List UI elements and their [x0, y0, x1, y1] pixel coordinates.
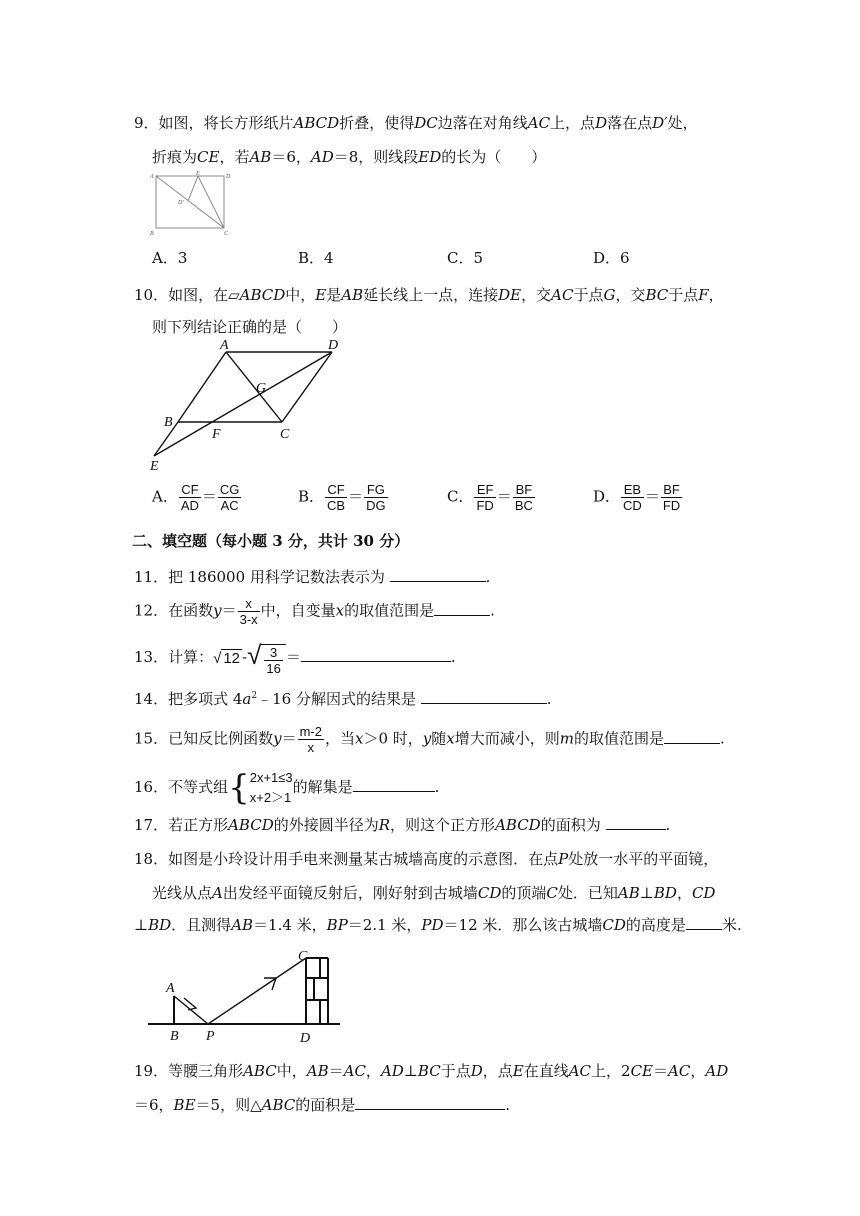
q13: 13．计算：√ 12 -√ $\frac{3}{16}$ ＝ .: [134, 640, 456, 676]
q18-label-a: A: [166, 981, 175, 996]
q18-figure: [144, 944, 344, 1044]
q9-label-a: A: [150, 174, 154, 180]
q10-label-c: C: [280, 427, 290, 442]
q10-option-a[interactable]: A． $\frac{CF}{AD}$ ＝ $\frac{CG}{AC}$: [152, 482, 240, 513]
q10-label-g: G: [256, 381, 267, 396]
q12-answer-blank[interactable]: [434, 614, 490, 616]
q10-label-f: F: [212, 427, 221, 442]
q9-option-b[interactable]: B．4: [298, 249, 334, 267]
sqrt-12: √ 12: [213, 649, 241, 667]
q11-answer-blank[interactable]: [390, 580, 486, 582]
q15: 15．已知反比例函数y＝ $\frac{m-2}{x}$ ，当x＞0 时，y随x增大而减小，则m的取值范围是 .: [134, 724, 725, 755]
q10-label-b: B: [164, 415, 173, 430]
q14-answer-blank[interactable]: [421, 702, 547, 704]
q13-answer-blank[interactable]: [301, 660, 451, 662]
q14: 14．把多项式 $4a^2﹣16$ 分解因式的结果是 .: [134, 690, 552, 708]
q18-line3: ⊥BD．且测得AB＝1.4 米，BP＝2.1 米，PD＝12 米．那么该古城墙CD的高度是 米.: [134, 916, 742, 934]
q11: 11．把 186000 用科学记数法表示为 .: [134, 568, 491, 586]
q9-figure: [148, 170, 238, 238]
q9-label-d: D: [226, 174, 231, 180]
q10-figure: [146, 340, 346, 472]
q9-label-e: E: [196, 171, 200, 177]
q10-label-a: A: [220, 340, 229, 353]
q9-line1: 9．如图，将长方形纸片ABCD折叠，使得DC边落在对角线AC上，点D落在点D′处，: [134, 114, 698, 132]
sqrt-fraction: √ $\frac{3}{16}$: [247, 640, 286, 676]
q18-answer-blank[interactable]: [686, 928, 722, 930]
q10-label-d: D: [328, 340, 339, 353]
q15-answer-blank[interactable]: [664, 742, 720, 744]
q10-label-e: E: [150, 459, 159, 472]
q17: 17．若正方形ABCD的外接圆半径为R，则这个正方形ABCD的面积为 .: [134, 816, 671, 834]
q19-line2: ＝6，BE＝5，则△ABC的面积是 .: [134, 1096, 511, 1114]
section-2-heading: 二、填空题（每小题 3 分，共计 30 分）: [132, 532, 410, 550]
q9-label-c: C: [224, 231, 229, 237]
q18-label-p: P: [206, 1029, 215, 1044]
q9-label-b: B: [150, 231, 154, 237]
q18-label-b: B: [170, 1029, 179, 1044]
q16: 16．不等式组{ 2x+1≤3 x+2＞1 的解集是 .: [134, 768, 440, 808]
q18-line2: 光线从点A出发经平面镜反射后，刚好射到古城墙CD的顶端C处．已知AB⊥BD，CD: [152, 884, 716, 902]
q10-option-b[interactable]: B． $\frac{CF}{CB}$ ＝ $\frac{FG}{DG}$: [298, 482, 386, 513]
q18-label-d: D: [300, 1031, 311, 1044]
q19-line1: 19．等腰三角形ABC中，AB＝AC，AD⊥BC于点D，点E在直线AC上，2CE＝AC，AD: [134, 1062, 729, 1080]
q18-label-c: C: [298, 949, 308, 964]
q18-line1: 18．如图是小玲设计用手电来测量某古城墙高度的示意图．在点P处放一水平的平面镜，: [134, 850, 719, 868]
q10-option-c[interactable]: C． $\frac{EF}{FD}$ ＝ $\frac{BF}{BC}$: [447, 482, 533, 513]
q17-answer-blank[interactable]: [606, 828, 666, 830]
q9-line2: 折痕为CE，若AB＝6，AD＝8，则线段ED的长为（ ）: [152, 148, 547, 166]
q9-option-a[interactable]: A．3: [152, 249, 188, 267]
q10-line2: 则下列结论正确的是（ ）: [152, 318, 348, 336]
q12: 12．在函数y＝ $\frac{x}{3-x}$ 中，自变量x的取值范围是 .: [134, 596, 495, 627]
q9-label-dprime: D′: [178, 200, 184, 206]
q10-option-d[interactable]: D． $\frac{EB}{CD}$ ＝ $\frac{BF}{FD}$: [593, 482, 681, 513]
q16-answer-blank[interactable]: [353, 790, 435, 792]
q19-answer-blank[interactable]: [355, 1108, 505, 1110]
q9-option-d[interactable]: D．6: [593, 249, 630, 267]
q10-line1: 10．如图，在▱ABCD中，E是AB延长线上一点，连接DE，交AC于点G，交BC于点F，: [134, 286, 724, 304]
q9-option-c[interactable]: C．5: [447, 249, 484, 267]
